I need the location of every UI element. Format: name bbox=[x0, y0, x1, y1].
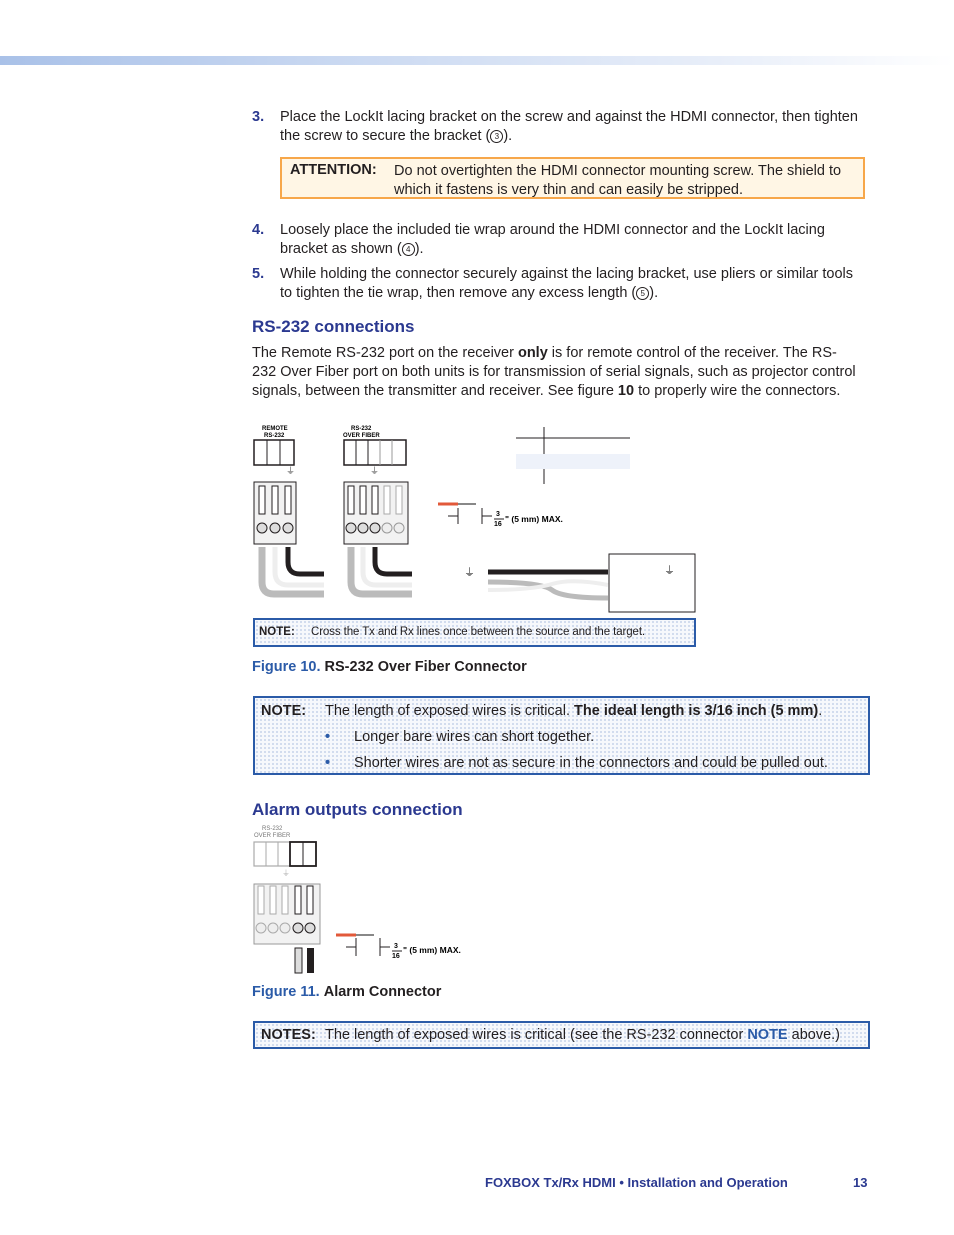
ground-icon: ⏚ bbox=[370, 466, 380, 476]
notes-text: The length of exposed wires is critical (see the RS-232 connector NOTE above.) bbox=[325, 1027, 841, 1043]
strip-length-label: " (5 mm) MAX. bbox=[505, 514, 563, 524]
circled-number: 4 bbox=[402, 243, 415, 256]
attention-text: Do not overtighten the HDMI connector mounting screw. The shield to which it fastens is very thin and can easily be stripped. bbox=[394, 163, 842, 198]
port-label-fiber-over: OVER FIBER bbox=[343, 433, 380, 439]
strip-fraction-num: 3 bbox=[394, 943, 398, 950]
step-4 bbox=[252, 221, 862, 259]
step-number: 5. bbox=[252, 266, 265, 282]
port-label-remote: REMOTE bbox=[262, 426, 288, 432]
step-number: 3. bbox=[252, 109, 265, 125]
alarm-heading: Alarm outputs connection bbox=[252, 800, 463, 819]
page-number: 13 bbox=[853, 1175, 868, 1190]
fiber-port bbox=[344, 440, 406, 465]
alarm-notes-box bbox=[253, 1021, 870, 1049]
header-bar bbox=[0, 56, 954, 65]
rs232-heading: RS-232 connections bbox=[252, 317, 415, 336]
target-device bbox=[609, 554, 695, 612]
figure11-caption: Figure 11. Alarm Connector bbox=[252, 984, 442, 1000]
alarm-wiring-diagram bbox=[252, 822, 492, 977]
port-label-fiber: RS-232 bbox=[262, 826, 283, 832]
port-label-fiber: RS-232 bbox=[351, 426, 372, 432]
rs232-wiring-diagram bbox=[252, 422, 702, 617]
step-text: Loosely place the included tie wrap around the HDMI connector and the LockIt lacing bracket as shown ( 4 ). bbox=[280, 222, 825, 257]
ground-icon: ⏚ bbox=[464, 567, 475, 579]
strip-length-label: " (5 mm) MAX. bbox=[403, 945, 461, 955]
rs232-paragraph: The Remote RS-232 port on the receiver only is for remote control of the receiver. The RS-232 Over Fiber port on both units is for transmission of serial signals, such as projector control signals, between the transmitter and receiver. See figure 10 to properly wire the connectors. bbox=[252, 345, 856, 399]
circled-number: 3 bbox=[490, 130, 503, 143]
step-text: Place the LockIt lacing bracket on the screw and against the HDMI connector, then tighten the screw to secure the bracket ( 3 ). bbox=[280, 109, 858, 144]
attention-box bbox=[280, 157, 865, 199]
note-text: The length of exposed wires is critical. The ideal length is 3/16 inch (5 mm). bbox=[325, 703, 823, 719]
strip-fraction-den: 16 bbox=[494, 521, 502, 528]
figure10-note bbox=[253, 618, 696, 647]
note-label: NOTE: bbox=[261, 703, 307, 719]
circled-number: 5 bbox=[636, 287, 649, 300]
figure10-caption: Figure 10. RS-232 Over Fiber Connector bbox=[252, 659, 527, 675]
ground-icon: ⏚ bbox=[286, 466, 296, 476]
step-text: While holding the connector securely against the lacing bracket, use pliers or similar tools to tighten the tie wrap, then remove any excess length ( 5 ). bbox=[280, 266, 854, 301]
ground-icon: ⏚ bbox=[282, 869, 290, 878]
port-label-fiber-over: OVER FIBER bbox=[254, 833, 291, 839]
notes-label: NOTES: bbox=[261, 1027, 316, 1043]
note-text: Cross the Tx and Rx lines once between the source and the target. bbox=[311, 626, 646, 638]
port-label-remote-rs232: RS-232 bbox=[264, 433, 285, 439]
fiber-port bbox=[254, 842, 316, 866]
attention-label: ATTENTION: bbox=[290, 162, 377, 178]
ground-icon: ⏚ bbox=[664, 565, 675, 577]
remote-port bbox=[254, 440, 294, 465]
strip-fraction-den: 16 bbox=[392, 953, 400, 960]
note-link[interactable]: NOTE bbox=[747, 1027, 788, 1043]
note-label: NOTE: bbox=[259, 626, 295, 638]
step-5 bbox=[252, 265, 862, 303]
step-3 bbox=[252, 108, 862, 146]
strip-fraction-num: 3 bbox=[496, 511, 500, 518]
step-number: 4. bbox=[252, 222, 265, 238]
wire-length-note: NOTE: The length of exposed wires is critical. The ideal length is 3/16 inch (5 mm). • Longer bare wires can short together. • Shorter wires are not as secure in the connectors and could be pulled out. bbox=[253, 696, 870, 775]
footer-title: FOXBOX Tx/Rx HDMI • Installation and Operation bbox=[485, 1175, 788, 1190]
